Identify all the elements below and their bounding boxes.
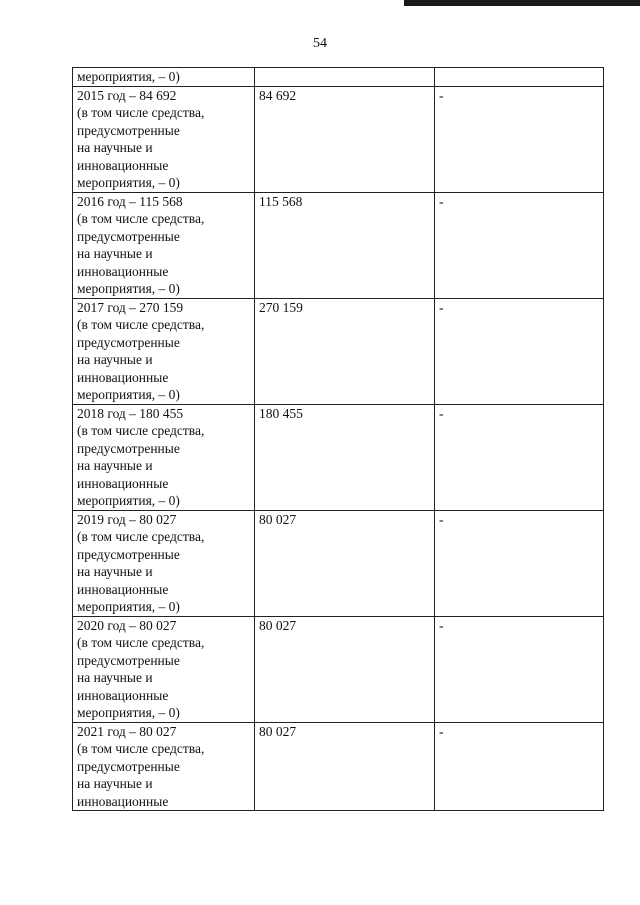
table-cell-amount xyxy=(255,68,435,87)
table-cell-amount: 80 027 xyxy=(255,722,435,811)
table-cell-other: - xyxy=(435,192,604,298)
table-cell-other: - xyxy=(435,616,604,722)
table-row xyxy=(73,616,604,722)
table-cell-other xyxy=(435,68,604,87)
table-cell-other: - xyxy=(435,510,604,616)
table-cell-other: - xyxy=(435,86,604,192)
table-cell-description: 2017 год – 270 159 (в том числе средства, предусмотренные на научные и инновационные мероприятия, – 0) xyxy=(73,298,255,404)
table-cell-amount: 180 455 xyxy=(255,404,435,510)
table-row xyxy=(73,722,604,811)
table-cell-amount: 80 027 xyxy=(255,616,435,722)
top-scan-rule xyxy=(404,0,640,6)
table-cell-description: 2015 год – 84 692 (в том числе средства, предусмотренные на научные и инновационные мероприятия, – 0) xyxy=(73,86,255,192)
table-cell-other: - xyxy=(435,404,604,510)
table-cell-description: 2016 год – 115 568 (в том числе средства, предусмотренные на научные и инновационные мероприятия, – 0) xyxy=(73,192,255,298)
page-number: 54 xyxy=(313,36,327,51)
table-row xyxy=(73,298,604,404)
table-cell-other: - xyxy=(435,298,604,404)
table-cell-description: 2021 год – 80 027 (в том числе средства, предусмотренные на научные и инновационные xyxy=(73,722,255,811)
table-cell-description: мероприятия, – 0) xyxy=(73,68,255,87)
table-cell-amount: 80 027 xyxy=(255,510,435,616)
table-row xyxy=(73,192,604,298)
table-cell-amount: 84 692 xyxy=(255,86,435,192)
table-row xyxy=(73,510,604,616)
table-cell-other: - xyxy=(435,722,604,811)
table-cell-description: 2020 год – 80 027 (в том числе средства, предусмотренные на научные и инновационные мероприятия, – 0) xyxy=(73,616,255,722)
funding-table xyxy=(72,67,604,811)
table-row xyxy=(73,404,604,510)
table-cell-amount: 270 159 xyxy=(255,298,435,404)
table-cell-description: 2018 год – 180 455 (в том числе средства, предусмотренные на научные и инновационные мероприятия, – 0) xyxy=(73,404,255,510)
table-cell-amount: 115 568 xyxy=(255,192,435,298)
table-row xyxy=(73,68,604,87)
table-cell-description: 2019 год – 80 027 (в том числе средства, предусмотренные на научные и инновационные мероприятия, – 0) xyxy=(73,510,255,616)
table-row xyxy=(73,86,604,192)
